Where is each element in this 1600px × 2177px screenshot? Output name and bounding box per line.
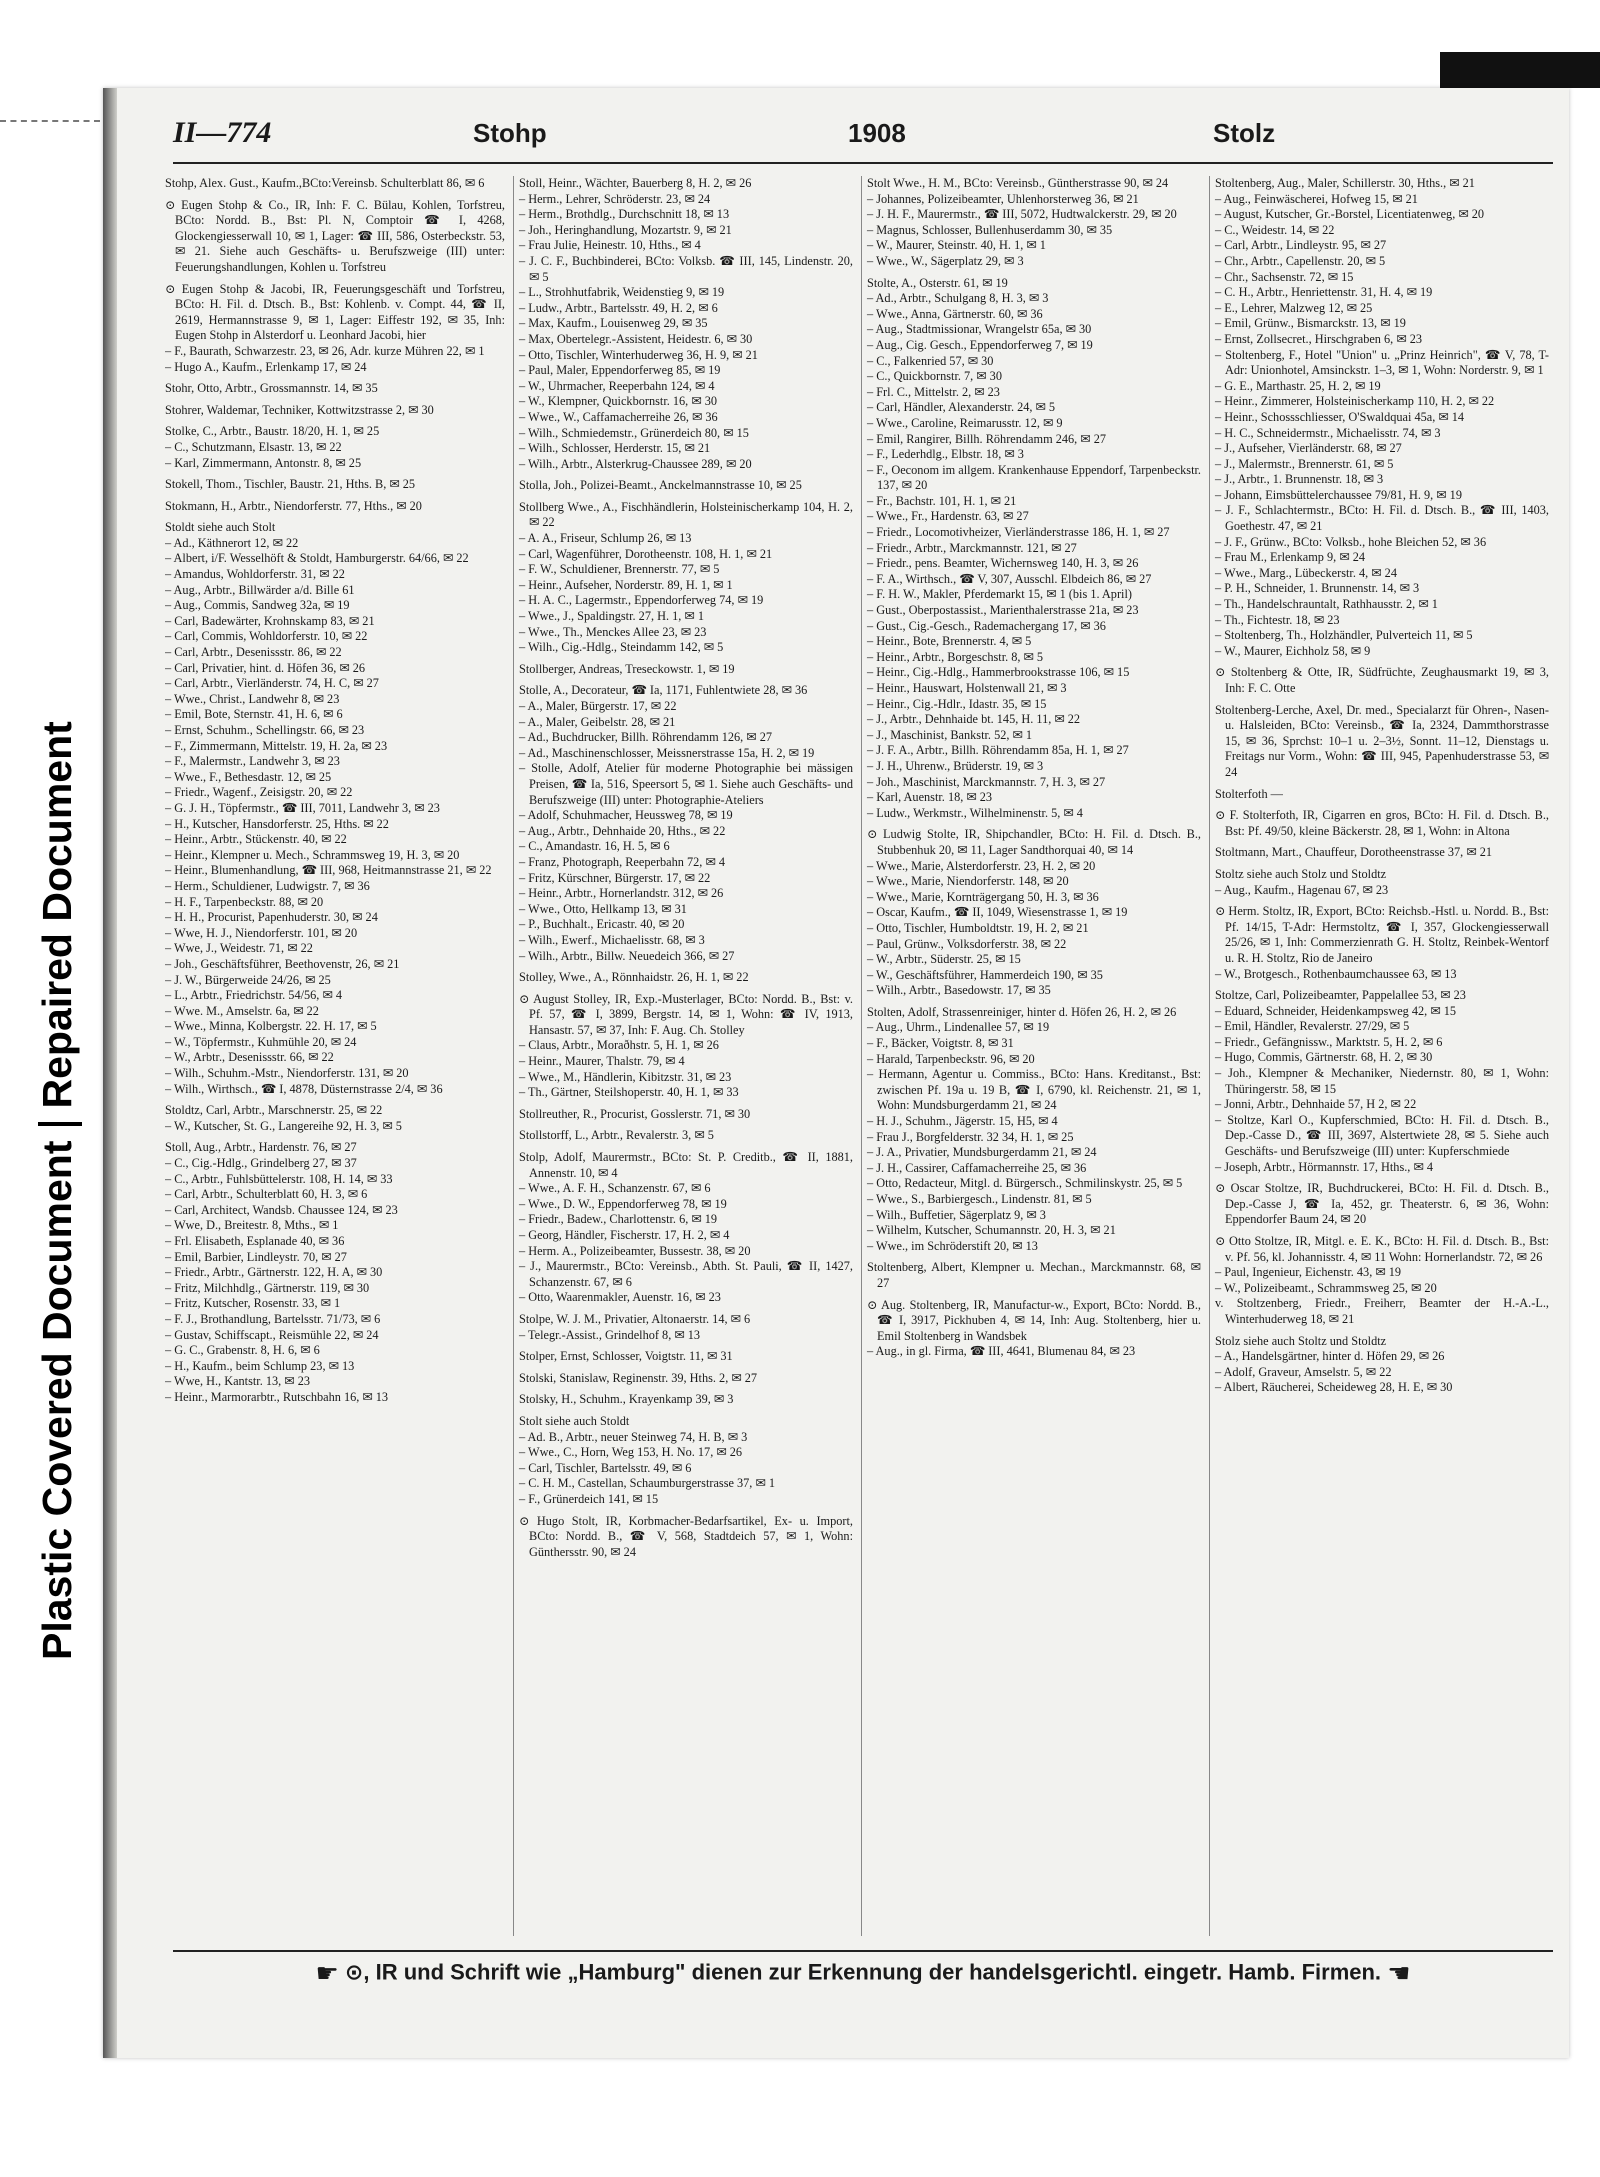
headword-left: Stohp [473, 118, 547, 148]
directory-entry: – Heinr., Maurer, Thalstr. 79, ✉ 4 [519, 1054, 685, 1069]
directory-entry: ⊙ Eugen Stohp & Jacobi, IR, Feuerungsgeschäft und Torfstreu, BCto: H. Fil. d. Dtsch. B., Bst: Kohlenb. v. Compt. 44, ☎ II, 2619, Hermannstrasse 9, ✉ 1, Lager: Eiffestr 192, ✉ 35, Inh: Eugen Stohp in Alsterdorf u. Leonhard Jacobi, hier [165, 281, 505, 343]
directory-entry: – Herm., Schuldiener, Ludwigstr. 7, ✉ 36 [165, 878, 370, 893]
footer-rule [173, 1950, 1553, 1952]
left-margin [0, 0, 110, 2177]
directory-entry: – Heinr., Marmorarbtr., Rutschbahn 16, ✉ 13 [165, 1389, 389, 1404]
page-header [173, 116, 1553, 160]
directory-entry: – Friedr., Locomotivheizer, Vierländerstrasse 186, H. 1, ✉ 27 [867, 525, 1170, 540]
directory-entry: – W., Brotgesch., Rothenbaumchaussee 63, ✉ 13 [1215, 966, 1457, 981]
directory-entry: – W., Arbtr., Süderstr. 25, ✉ 15 [867, 952, 1021, 967]
directory-entry: v. Stoltzenberg, Friedr., Freiherr, Beamter der H.-A.-L., Winterhuderweg 18, ✉ 21 [1215, 1296, 1549, 1326]
directory-entry: – Wwe, H. J., Niendorferstr. 101, ✉ 20 [165, 925, 358, 940]
directory-entry: – Aug., Feinwäscherei, Hofweg 15, ✉ 21 [1215, 191, 1418, 206]
directory-entry: – J., Maurermstr., BCto: Vereinsb., Abth. St. Pauli, ☎ II, 1427, Schanzenstr. 67, ✉ 6 [519, 1259, 853, 1289]
directory-entry: – Carl, Arbtr., Lindleystr. 95, ✉ 27 [1215, 238, 1387, 253]
directory-entry: – F. H. W., Makler, Pferdemarkt 15, ✉ 1 (bis 1. April) [867, 587, 1132, 602]
scanned-page [103, 88, 1569, 2058]
directory-entry: Stolsky, H., Schuhm., Krayenkamp 39, ✉ 3 [519, 1392, 734, 1407]
directory-entry: – Stoltze, Karl O., Kupferschmied, BCto: H. Fil. d. Dtsch. B., Dep.-Casse D., ☎ III, 3697, Alstertwiete 28, ✉ 5. Siehe auch Geschäfts- und Berufszweige (III) unter: Kupferschmiede [1215, 1112, 1549, 1159]
page-footer [173, 1958, 1553, 1998]
directory-entry: – Albert, Räucherei, Scheideweg 28, H. E, ✉ 30 [1215, 1380, 1453, 1395]
directory-entry: – H. A. C., Lagermstr., Eppendorferweg 74, ✉ 19 [519, 593, 764, 608]
directory-entry: ⊙ Otto Stoltze, IR, Mitgl. e. E. K., BCto: H. Fil. d. Dtsch. B., Bst: v. Pf. 56, kl. Johannisstr. 4, ✉ 11 Wohn: Hornerlandstr. 72, ✉ 26 [1215, 1234, 1549, 1264]
directory-entry: – Karl, Auenstr. 18, ✉ 23 [867, 790, 993, 805]
directory-entry: – Heinr., Klempner u. Mech., Schrammsweg 19, H. 3, ✉ 20 [165, 847, 460, 862]
directory-entry: – Wwe, D., Breitestr. 8, Mths., ✉ 1 [165, 1218, 339, 1233]
column-2 [513, 176, 853, 1936]
directory-entry: – Frau Julie, Heinestr. 10, Hths., ✉ 4 [519, 238, 701, 253]
directory-entry: – Friedr., pens. Beamter, Wichernsweg 140, H. 3, ✉ 26 [867, 556, 1139, 571]
directory-entry: Stolper, Ernst, Schlosser, Voigtstr. 11, ✉ 31 [519, 1349, 733, 1364]
directory-entry: – Otto, Redacteur, Mitgl. d. Bürgersch., Schmilinskystr. 25, ✉ 5 [867, 1176, 1183, 1191]
directory-entry: – Aug., Cig. Gesch., Eppendorferweg 7, ✉ 19 [867, 337, 1093, 352]
directory-entry: – P. H., Schneider, 1. Brunnenstr. 14, ✉ 3 [1215, 581, 1420, 596]
directory-entry: – Stoltenberg, Th., Holzhändler, Pulverteich 11, ✉ 5 [1215, 628, 1473, 643]
directory-entry: – Georg, Händler, Fischerstr. 17, H. 2, ✉ 4 [519, 1228, 730, 1242]
directory-entry: ⊙ Ludwig Stolte, IR, Shipchandler, BCto: H. Fil. d. Dtsch. B., Stubbenhuk 20, ✉ 11, Lager Sandthorquai 40, ✉ 14 [867, 827, 1201, 857]
directory-entry: – Heinr., Schossschliesser, O'Swaldquai 45a, ✉ 14 [1215, 409, 1465, 424]
directory-entry: ⊙ Eugen Stohp & Co., IR, Inh: F. C. Bülau, Kohlen, Torfstreu, BCto: Nordd. B., Bst: Pl. N, Comptoir ☎ I, 4268, Glockengiesserwall 10, ✉ 1, Lager: ☎ III, 586, Osterbeckstr. 53, ✉ 21. Siehe auch Geschäfts- u. Berufszweige (III) unter: Feuerungshandlungen, Kohlen u. Torfstreu [165, 197, 505, 274]
directory-entry: – Paul, Grünw., Volksdorferstr. 38, ✉ 22 [867, 936, 1067, 951]
directory-entry: Stolz siehe auch Stoltz und Stoldtz [1215, 1333, 1387, 1348]
directory-entry: – Wilh., Arbtr., Alsterkrug-Chaussee 289, ✉ 20 [519, 456, 752, 471]
directory-entry: – Wilh., Schuhm.-Mstr., Niendorferstr. 131, ✉ 20 [165, 1066, 409, 1081]
directory-entry: – Wwe., Marg., Lübeckerstr. 4, ✉ 24 [1215, 565, 1397, 580]
directory-entry: – Fritz, Kutscher, Rosenstr. 33, ✉ 1 [165, 1296, 341, 1311]
directory-entry: – Aug., Commis, Sandweg 32a, ✉ 19 [165, 598, 350, 613]
directory-entry: – Adolf, Graveur, Amselstr. 5, ✉ 22 [1215, 1364, 1392, 1379]
directory-entry: – Fritz, Milchhdlg., Gärtnerstr. 119, ✉ 30 [165, 1280, 370, 1295]
directory-entry: – Wilh., Schmiedemstr., Grünerdeich 80, ✉ 15 [519, 425, 749, 440]
directory-entry: – Frau M., Erlenkamp 9, ✉ 24 [1215, 550, 1365, 565]
directory-entry: – Th., Fichtestr. 18, ✉ 23 [1215, 612, 1340, 627]
directory-entry: – Frl. Elisabeth, Esplanade 40, ✉ 36 [165, 1234, 345, 1248]
directory-entry: – Wwe., W., Caffamacherreihe 26, ✉ 36 [519, 409, 718, 424]
spine-label [22, 60, 92, 1660]
directory-entry: – F., Zimmermann, Mittelstr. 19, H. 2a, ✉ 23 [165, 738, 388, 753]
directory-entry: – Fr., Bachstr. 101, H. 1, ✉ 21 [867, 493, 1017, 508]
year: 1908 [848, 118, 906, 148]
directory-entry: – F., Bäcker, Voigtstr. 8, ✉ 31 [867, 1036, 1014, 1051]
directory-entry: – Heinr., Arbtr., Borgeschstr. 8, ✉ 5 [867, 649, 1044, 664]
directory-entry: – L., Strohhutfabrik, Weidenstieg 9, ✉ 19 [519, 285, 725, 300]
pointing-hand-left-icon: ☛ [315, 1958, 339, 1988]
directory-entry: – Claus, Arbtr., Moraðhstr. 5, H. 1, ✉ 26 [519, 1038, 719, 1053]
directory-entry: – J. H. F., Maurermstr., ☎ III, 5072, Hudtwalckerstr. 29, ✉ 20 [867, 207, 1177, 222]
directory-entry: – Wwe., Marie, Kornträgergang 50, H. 3, ✉ 36 [867, 889, 1099, 904]
directory-entry: – J. H., Uhrenw., Brüderstr. 19, ✉ 3 [867, 758, 1044, 773]
directory-entry: – J., Arbtr., Dehnhaide bt. 145, H. 11, ✉ 22 [867, 712, 1081, 727]
directory-entry: – Joseph, Arbtr., Hörmannstr. 17, Hths., ✉ 4 [1215, 1159, 1433, 1174]
directory-entry: – E., Lehrer, Malzweg 12, ✉ 25 [1215, 300, 1373, 315]
directory-entry: Stollreuther, R., Procurist, Gosslerstr. 71, ✉ 30 [519, 1106, 751, 1121]
directory-entry: – F. J., Brothandlung, Bartelsstr. 71/73, ✉ 6 [165, 1311, 381, 1326]
directory-entry: ⊙ Hugo Stolt, IR, Korbmacher-Bedarfsartikel, Ex- u. Import, BCto: Nordd. B., ☎ V, 568, Stadtdeich 57, ✉ 1, Wohn: Günthersstr. 90, ✉ 24 [519, 1513, 853, 1559]
directory-entry: – J. A., Privatier, Mundsburgerdamm 21, ✉ 24 [867, 1145, 1097, 1160]
headword-right: Stolz [1213, 118, 1276, 148]
directory-entry: – Herm., Brothdlg., Durchschnitt 18, ✉ 13 [519, 207, 730, 222]
directory-entry: – J. H., Cassirer, Caffamacherreihe 25, ✉ 36 [867, 1160, 1087, 1175]
directory-entry: – Wilh., Buffetier, Sägerplatz 9, ✉ 3 [867, 1207, 1046, 1222]
directory-entry: – Harald, Tarpenbeckstr. 96, ✉ 20 [867, 1051, 1035, 1066]
directory-entry: – W., Polizeibeamt., Schrammsweg 25, ✉ 20 [1215, 1280, 1437, 1295]
directory-entry: – H. C., Schneidermstr., Michaelisstr. 74, ✉ 3 [1215, 425, 1441, 440]
directory-entry: – Wilh., Arbtr., Basedowstr. 17, ✉ 35 [867, 983, 1051, 998]
directory-entry: – Ernst, Schuhm., Schellingstr. 66, ✉ 23 [165, 723, 365, 737]
directory-entry: – Emil, Grünw., Bismarckstr. 13, ✉ 19 [1215, 316, 1406, 331]
directory-entry: – Joh., Klempner & Mechaniker, Niedernstr. 80, ✉ 1, Wohn: Thüringerstr. 58, ✉ 15 [1215, 1066, 1549, 1096]
directory-entry: – Ad., Arbtr., Schulgang 8, H. 3, ✉ 3 [867, 291, 1049, 306]
directory-entry: ⊙ Oscar Stoltze, IR, Buchdruckerei, BCto: H. Fil. d. Dtsch. B., Dep.-Casse J, ☎ Ia, 452, gr. Theaterstr. 6, ✉ 36, Wohn: Eppendorfer Baum 24, ✉ 20 [1215, 1181, 1549, 1227]
directory-entry: Stolski, Stanislaw, Reginenstr. 39, Hths. 2, ✉ 27 [519, 1370, 758, 1385]
directory-entry: – Carl, Tischler, Bartelsstr. 49, ✉ 6 [519, 1460, 692, 1475]
directory-entry: – Carl, Arbtr., Vierländerstr. 74, H. C, ✉ 27 [165, 676, 379, 691]
directory-entry: – Carl, Wagenführer, Dorotheenstr. 108, H. 1, ✉ 21 [519, 546, 773, 561]
directory-entry: Stohrer, Waldemar, Techniker, Kottwitzstrasse 2, ✉ 30 [165, 402, 434, 417]
directory-entry: ⊙ August Stolley, IR, Exp.-Musterlager, BCto: Nordd. B., Bst: v. Pf. 57, ☎ I, 3899, Bergstr. 14, ✉ 1, Wohn: ☎ IV, 1913, Hansastr. 57, ✉ 37, Inh: F. Aug. Ch. Stolley [519, 991, 853, 1037]
directory-entry: – Otto, Tischler, Humboldtstr. 19, H. 2, ✉ 21 [867, 920, 1089, 935]
directory-entry: – J., Malermstr., Brennerstr. 61, ✉ 5 [1215, 456, 1394, 471]
directory-entry: – Ernst, Zollsecret., Hirschgraben 6, ✉ 23 [1215, 331, 1422, 346]
directory-entry: – F., Lederhdlg., Elbstr. 18, ✉ 3 [867, 447, 1024, 462]
directory-entry: – H. F., Tarpenbeckstr. 88, ✉ 20 [165, 894, 324, 909]
directory-entry: – Amandus, Wohldorferstr. 31, ✉ 22 [165, 567, 345, 582]
directory-entry: – Heinr., Cig.-Hdlr., Idastr. 35, ✉ 15 [867, 696, 1047, 711]
directory-entry: – J. F., Schlachtermstr., BCto: H. Fil. d. Dtsch. B., ☎ III, 1403, Goethestr. 47, ✉ 21 [1215, 503, 1549, 534]
directory-entry: – Wwe., Marie, Niendorferstr. 148, ✉ 20 [867, 874, 1069, 889]
directory-entry: Stolp, Adolf, Maurermstr., BCto: St. P. Creditb., ☎ II, 1881, Annenstr. 10, ✉ 4 [519, 1150, 853, 1180]
directory-entry: – G. C., Grabenstr. 8, H. 6, ✉ 6 [165, 1343, 320, 1358]
directory-entry: – Heinr., Bote, Brennerstr. 4, ✉ 5 [867, 634, 1032, 649]
directory-entry: – C. H., Arbtr., Henriettenstr. 31, H. 4, ✉ 19 [1215, 285, 1433, 300]
directory-entry: – Ludw., Werkmstr., Wilhelminenstr. 5, ✉ 4 [867, 805, 1083, 820]
directory-entry: – F., Grünerdeich 141, ✉ 15 [519, 1491, 659, 1506]
directory-entry: – Friedr., Arbtr., Marckmannstr. 121, ✉ 27 [867, 540, 1077, 555]
directory-entry: – Wilh., Arbtr., Billw. Neuedeich 366, ✉ 27 [519, 948, 735, 963]
directory-entry: – Wilh., Wirthsch., ☎ I, 4878, Düsternstrasse 2/4, ✉ 36 [165, 1081, 443, 1096]
directory-entry: – Aug., Stadtmissionar, Wrangelstr 65a, ✉ 30 [867, 322, 1092, 337]
directory-entry: Stolt siehe auch Stoldt [519, 1413, 630, 1428]
spine-label-left: Plastic Covered Document [34, 1140, 80, 1660]
directory-entry: – J. W., Bürgerweide 24/26, ✉ 25 [165, 972, 331, 987]
directory-entry: Stollstorff, L., Arbtr., Revalerstr. 3, ✉ 5 [519, 1128, 714, 1143]
directory-entry: – Chr., Sachsenstr. 72, ✉ 15 [1215, 269, 1354, 284]
directory-entry: – Wwe., Minna, Kolbergstr. 22. H. 17, ✉ 5 [165, 1019, 377, 1034]
directory-entry: – C., Weidestr. 14, ✉ 22 [1215, 222, 1335, 237]
directory-entry: – Gust., Oberpostassist., Marienthalerstrasse 21a, ✉ 23 [867, 603, 1139, 618]
directory-entry: – C., Falkenried 57, ✉ 30 [867, 353, 994, 368]
directory-entry: – Joh., Maschinist, Marckmannstr. 7, H. 3, ✉ 27 [867, 774, 1106, 789]
directory-entry: Stohp, Alex. Gust., Kaufm.,BCto:Vereinsb. Schulterblatt 86, ✉ 6 [165, 176, 485, 190]
column-4 [1209, 176, 1549, 1936]
directory-entry: – Ludw., Arbtr., Bartelsstr. 49, H. 2, ✉ 6 [519, 300, 718, 315]
directory-entry: Stolt Wwe., H. M., BCto: Vereinsb., Güntherstrasse 90, ✉ 24 [867, 176, 1169, 190]
directory-entry: Stollberger, Andreas, Treseckowstr. 1, ✉ 19 [519, 661, 735, 676]
directory-entry: – Fritz, Kürschner, Bürgerstr. 17, ✉ 22 [519, 870, 711, 885]
directory-entry: – Ad., Buchdrucker, Billh. Röhrendamm 126, ✉ 27 [519, 730, 772, 745]
directory-entry: – Heinr., Cig.-Hdlg., Hammerbrookstrasse 106, ✉ 15 [867, 665, 1130, 680]
directory-entry: Stolley, Wwe., A., Rönnhaidstr. 26, H. 1, ✉ 22 [519, 970, 749, 985]
directory-entry: – Herm., Lehrer, Schröderstr. 23, ✉ 24 [519, 191, 711, 206]
spine-label-right: Repaired Document [34, 721, 80, 1109]
directory-entry: – F., Baurath, Schwarzestr. 23, ✉ 26, Adr. kurze Mühren 22, ✉ 1 [165, 343, 485, 358]
directory-entry: – Wwe, H., Kantstr. 13, ✉ 23 [165, 1374, 310, 1389]
directory-entry: – Wwe., A. F. H., Schanzenstr. 67, ✉ 6 [519, 1181, 711, 1196]
directory-entry: – Wwe., F., Bethesdastr. 12, ✉ 25 [165, 769, 332, 784]
directory-entry: Stolla, Joh., Polizei-Beamt., Anckelmannstrasse 10, ✉ 25 [519, 478, 802, 493]
directory-entry: – Jonni, Arbtr., Dehnhaide 57, H 2, ✉ 22 [1215, 1097, 1417, 1112]
directory-entry: – Johannes, Polizeibeamter, Uhlenhorsterweg 36, ✉ 21 [867, 191, 1139, 206]
directory-entry: – Wwe., Th., Menckes Allee 23, ✉ 23 [519, 624, 707, 639]
directory-entry: – L., Arbtr., Friedrichstr. 54/56, ✉ 4 [165, 988, 342, 1003]
directory-entry: – Wwe., Christ., Landwehr 8, ✉ 23 [165, 691, 340, 706]
directory-entry: – C., Schutzmann, Elsastr. 13, ✉ 22 [165, 439, 342, 454]
directory-entry: – Karl, Zimmermann, Antonstr. 8, ✉ 25 [165, 455, 362, 470]
directory-entry: – Wwe., Otto, Hellkamp 13, ✉ 31 [519, 901, 687, 916]
directory-entry: – A., Handelsgärtner, hinter d. Höfen 29, ✉ 26 [1215, 1349, 1445, 1364]
directory-entry: – G. E., Marthastr. 25, H. 2, ✉ 19 [1215, 378, 1381, 393]
directory-entry: – Carl, Commis, Wohldorferstr. 10, ✉ 22 [165, 629, 368, 644]
directory-entry: – Chr., Arbtr., Capellenstr. 20, ✉ 5 [1215, 253, 1386, 268]
directory-entry: – August, Kutscher, Gr.-Borstel, Licentiatenweg, ✉ 20 [1215, 207, 1485, 222]
directory-entry: – Gustav, Schiffscapt., Reismühle 22, ✉ 24 [165, 1327, 379, 1342]
page-binding-edge [103, 88, 117, 2058]
directory-entry: – J. F. A., Arbtr., Billh. Röhrendamm 85a, H. 1, ✉ 27 [867, 743, 1129, 758]
directory-entry: – C., Amandastr. 16, H. 5, ✉ 6 [519, 839, 670, 854]
directory-entry: – P., Buchhalt., Ericastr. 40, ✉ 20 [519, 917, 685, 932]
directory-entry: Stolpe, W. J. M., Privatier, Altonaerstr. 14, ✉ 6 [519, 1311, 751, 1326]
directory-entry: – Herm. A., Polizeibeamter, Bussestr. 38, ✉ 20 [519, 1243, 751, 1258]
directory-entry: – Wwe., im Schröderstift 20, ✉ 13 [867, 1238, 1038, 1253]
directory-entry: Stolte, A., Osterstr. 61, ✉ 19 [867, 275, 1008, 290]
directory-entry: ⊙ Stoltenberg & Otte, IR, Südfrüchte, Zeughausmarkt 19, ✉ 3, Inh: F. C. Otte [1215, 665, 1549, 695]
directory-entry: – Aug., Kaufm., Hagenau 67, ✉ 23 [1215, 882, 1389, 897]
directory-entry: – W., Geschäftsführer, Hammerdeich 190, ✉ 35 [867, 967, 1103, 982]
directory-entry: Stokmann, H., Arbtr., Niendorferstr. 77, Hths., ✉ 20 [165, 498, 422, 513]
directory-entry: – Hermann, Agentur u. Commiss., BCto: Hans. Kreditanst., Bst: zwischen Pf. 19a u. 19 B, ☎ I, 6790, kl. Reichenstr. 21, ✉ 1, Wohn: Mundsburgerdamm 21, ✉ 24 [867, 1067, 1201, 1113]
directory-entry: – Wilh., Schlosser, Herderstr. 15, ✉ 21 [519, 441, 711, 456]
directory-entry: Stolterfoth — [1215, 786, 1283, 801]
directory-entry: – Johann, Eimsbüttelerchaussee 79/81, H. 9, ✉ 19 [1215, 487, 1462, 502]
directory-entry: – Carl, Arbtr., Desenissstr. 86, ✉ 22 [165, 645, 342, 660]
directory-entry: – Wwe., M., Händlerin, Kibitzstr. 31, ✉ 23 [519, 1069, 732, 1084]
directory-entry: Stoltenberg, Albert, Klempner u. Mechan., Marckmannstr. 68, ✉ 27 [867, 1260, 1201, 1290]
column-3 [861, 176, 1201, 1936]
directory-entry: – Heinr., Blumenhandlung, ☎ III, 968, Heitmannstrasse 21, ✉ 22 [165, 863, 492, 878]
directory-entry: – Gust., Cig.-Gesch., Rademachergang 17, ✉ 36 [867, 618, 1106, 633]
directory-entry: – Franz, Photograph, Reeperbahn 72, ✉ 4 [519, 854, 725, 869]
directory-entry: – Frl. C., Mittelstr. 2, ✉ 23 [867, 384, 1000, 399]
directory-entry: – Aug., Uhrm., Lindenallee 57, ✉ 19 [867, 1020, 1050, 1035]
directory-entry: – F. A., Wirthsch., ☎ V, 307, Ausschl. Elbdeich 86, ✉ 27 [867, 571, 1152, 586]
pointing-hand-right-icon: ☚ [1387, 1958, 1411, 1988]
directory-entry: Stoll, Heinr., Wächter, Bauerberg 8, H. 2, ✉ 26 [519, 176, 752, 190]
directory-entry: Stoltmann, Mart., Chauffeur, Dorotheenstrasse 37, ✉ 21 [1215, 845, 1492, 860]
directory-entry: – W., Klempner, Quickbornstr. 16, ✉ 30 [519, 394, 718, 409]
directory-entry: – F., Oeconom im allgem. Krankenhause Eppendorf, Tarpenbeckstr. 137, ✉ 20 [867, 462, 1201, 493]
directory-entry: Stolke, C., Arbtr., Baustr. 18/20, H. 1, ✉ 25 [165, 424, 380, 439]
directory-entry: – Aug., in gl. Firma, ☎ III, 4641, Blumenau 84, ✉ 23 [867, 1344, 1136, 1359]
directory-entry: – W., Töpfermstr., Kuhmühle 20, ✉ 24 [165, 1034, 357, 1049]
directory-entry: – Joh., Heringhandlung, Mozartstr. 9, ✉ 21 [519, 222, 732, 237]
directory-entry: Stokell, Thom., Tischler, Baustr. 21, Hths. B, ✉ 25 [165, 477, 416, 492]
directory-entry: – C., Quickbornstr. 7, ✉ 30 [867, 369, 1002, 384]
directory-entry: Stoll, Aug., Arbtr., Hardenstr. 76, ✉ 27 [165, 1140, 357, 1155]
directory-entry: – Heinr., Zimmerer, Holsteinischerkamp 110, H. 2, ✉ 22 [1215, 394, 1495, 409]
header-rule [173, 162, 1553, 164]
directory-entry: – Heinr., Aufseher, Norderstr. 89, H. 1, ✉ 1 [519, 577, 733, 592]
directory-entry: – Carl, Architect, Wandsb. Chaussee 124, ✉ 23 [165, 1202, 398, 1217]
directory-entry: – Friedr., Arbtr., Gärtnerstr. 122, H. A, ✉ 30 [165, 1265, 383, 1280]
directory-entry: – C., Arbtr., Fuhlsbüttelerstr. 108, H. 14, ✉ 33 [165, 1171, 393, 1186]
directory-entry: – Th., Handelschrauntalt, Rathhausstr. 2, ✉ 1 [1215, 597, 1438, 612]
page-number: II—774 [173, 116, 272, 149]
directory-entry: – Aug., Arbtr., Billwärder a/d. Bille 61 [165, 582, 355, 597]
directory-entry: – C., Cig.-Hdlg., Grindelberg 27, ✉ 37 [165, 1156, 357, 1171]
directory-entry: Stoltenberg, Aug., Maler, Schillerstr. 30, Hths., ✉ 21 [1215, 176, 1475, 190]
directory-entry: – Otto, Waarenmakler, Auenstr. 16, ✉ 23 [519, 1290, 721, 1305]
directory-entry: – Heinr., Arbtr., Stückenstr. 40, ✉ 22 [165, 832, 347, 847]
directory-entry: Stoldt siehe auch Stolt [165, 520, 276, 535]
directory-entry: – Wwe., S., Barbiergesch., Lindenstr. 81, ✉ 5 [867, 1192, 1092, 1206]
directory-entry: – Carl, Arbtr., Schulterblatt 60, H. 3, ✉ 6 [165, 1187, 368, 1202]
directory-entry: – Aug., Arbtr., Dehnhaide 20, Hths., ✉ 22 [519, 823, 726, 838]
directory-entry: – Carl, Privatier, hint. d. Höfen 36, ✉ 26 [165, 660, 366, 675]
directory-entry: Stoltze, Carl, Polizeibeamter, Pappelallee 53, ✉ 23 [1215, 988, 1466, 1003]
directory-entry: – Magnus, Schlosser, Bullenhuserdamm 30, ✉ 35 [867, 222, 1113, 237]
directory-entry: – Adolf, Schuhmacher, Heussweg 78, ✉ 19 [519, 808, 733, 823]
column-1 [165, 176, 505, 1936]
directory-entry: – Frau J., Borgfelderstr. 32 34, H. 1, ✉ 25 [867, 1129, 1074, 1144]
directory-entry: – H., Kutscher, Hansdorferstr. 25, Hths. ✉ 22 [165, 816, 389, 831]
directory-entry: – Ad., Maschinenschlosser, Meissnerstrasse 15a, H. 2, ✉ 19 [519, 745, 815, 760]
directory-entry: – Stoltenberg, F., Hotel "Union" u. „Prinz Heinrich", ☎ V, 78, T-Adr: Unionhotel, Amsinckstr. 1–3, ✉ 1, Wohn: Norderstr. 9, ✉ 1 [1215, 347, 1549, 378]
directory-entry: ⊙ F. Stolterfoth, IR, Cigarren en gros, BCto: H. Fil. d. Dtsch. B., Bst: Pf. 49/50, kleine Bäckerstr. 28, ✉ 1, Wohn: in Altona [1215, 808, 1549, 838]
directory-entry: – Wwe., J., Spaldingstr. 27, H. 1, ✉ 1 [519, 609, 704, 624]
scan-edge-tab [1440, 52, 1600, 88]
directory-entry: – Wilhelm, Kutscher, Schumannstr. 20, H. 3, ✉ 21 [867, 1223, 1116, 1238]
directory-entry: ⊙ Herm. Stoltz, IR, Export, BCto: Reichsb.-Hstl. u. Nordd. B., Bst: Pf. 14/15, T-Adr: Hermstoltz, ☎ I, 357, Glockengiesserwall 25/26, ✉ 1, Inh: Commerzienrath G. H. Stoltz, Reinbek-Wentorf u. R. H. Stoltz, Rio de Janeiro [1215, 904, 1549, 965]
directory-entry: – Ad. B., Arbtr., neuer Steinweg 74, H. B, ✉ 3 [519, 1429, 748, 1444]
directory-entry: – C. H. M., Castellan, Schaumburgerstrasse 37, ✉ 1 [519, 1476, 775, 1491]
directory-entry: – F., Malermstr., Landwehr 3, ✉ 23 [165, 754, 340, 769]
directory-entry: – Oscar, Kaufm., ☎ II, 1049, Wiesenstrasse 1, ✉ 19 [867, 905, 1128, 920]
directory-entry: – Stolle, Adolf, Atelier für moderne Photographie bei mässigen Preisen, ☎ Ia, 516, Speersort 5, ✉ 1. Siehe auch Geschäfts- und Berufszweige (III) unter: Photographie-Ateliers [519, 761, 853, 807]
directory-entry: – Paul, Maler, Eppendorferweg 85, ✉ 19 [519, 363, 721, 378]
directory-entry: – G. J. H., Töpfermstr., ☎ III, 7011, Landwehr 3, ✉ 23 [165, 800, 440, 815]
directory-entry: – Emil, Rangirer, Billh. Röhrendamm 246, ✉ 27 [867, 431, 1106, 446]
directory-entry: Stolten, Adolf, Strassenreiniger, hinter d. Höfen 26, H. 2, ✉ 26 [867, 1004, 1177, 1019]
directory-entry: – A., Maler, Bürgerstr. 17, ✉ 22 [519, 699, 677, 713]
directory-entry: – Friedr., Gefängnissw., Marktstr. 5, H. 2, ✉ 6 [1215, 1034, 1443, 1049]
directory-entry: – Th., Gärtner, Steilshoperstr. 40, H. 1, ✉ 33 [519, 1085, 739, 1100]
directory-entry: – H. H., Procurist, Papenhuderstr. 30, ✉ 24 [165, 910, 378, 925]
directory-entry: – Wilh., Cig.-Hdlg., Steindamm 142, ✉ 5 [519, 640, 724, 655]
directory-entry: – Albert, i/F. Wesselhöft & Stoldt, Hamburgerstr. 64/66, ✉ 22 [165, 551, 469, 566]
directory-entry: – Wwe., Caroline, Reimarusstr. 12, ✉ 9 [867, 415, 1063, 430]
directory-entry: Stoldtz, Carl, Arbtr., Marschnerstr. 25, ✉ 22 [165, 1103, 383, 1118]
spine-separator [38, 1123, 82, 1127]
directory-entry: – W., Kutscher, St. G., Langereihe 92, H. 3, ✉ 5 [165, 1118, 402, 1133]
directory-entry: – Max, Kaufm., Louisenweg 29, ✉ 35 [519, 316, 708, 331]
directory-entry: – Heinr., Hauswart, Holstenwall 21, ✉ 3 [867, 681, 1067, 695]
directory-entry: – Hugo A., Kaufm., Erlenkamp 17, ✉ 24 [165, 359, 367, 374]
directory-entry: – Eduard, Schneider, Heidenkampsweg 42, ✉ 15 [1215, 1003, 1457, 1018]
directory-entry: – W., Uhrmacher, Reeperbahn 124, ✉ 4 [519, 378, 715, 393]
footer-text: ⊙, IR und Schrift wie „Hamburg" dienen zur Erkennung der handelsgerichtl. eingetr. Hamb. Firmen. [344, 1959, 1382, 1985]
directory-entry: Stoltz siehe auch Stolz und Stoldtz [1215, 866, 1387, 881]
directory-entry: – Ad., Käthnerort 12, ✉ 22 [165, 535, 299, 550]
directory-entry: – Emil, Händler, Revalerstr. 27/29, ✉ 5 [1215, 1019, 1410, 1034]
directory-entry: – Otto, Tischler, Winterhuderweg 36, H. 9, ✉ 21 [519, 347, 758, 362]
directory-entry: – Wilh., Ewerf., Michaelisstr. 68, ✉ 3 [519, 932, 705, 947]
directory-entry: – A. A., Friseur, Schlump 26, ✉ 13 [519, 531, 692, 546]
directory-entry: – J., Aufseher, Vierländerstr. 68, ✉ 27 [1215, 441, 1402, 456]
directory-entry: – J., Arbtr., 1. Brunnenstr. 18, ✉ 3 [1215, 472, 1384, 487]
directory-entry: Stohr, Otto, Arbtr., Grossmannstr. 14, ✉ 35 [165, 381, 378, 396]
directory-entry: Stolle, A., Decorateur, ☎ Ia, 1171, Fuhlentwiete 28, ✉ 36 [519, 683, 808, 698]
directory-entry: – Wwe. M., Amselstr. 6a, ✉ 22 [165, 1003, 319, 1018]
directory-entry: – Wwe., W., Sägerplatz 29, ✉ 3 [867, 253, 1024, 268]
directory-columns [165, 176, 1565, 1936]
directory-entry: – W., Arbtr., Desenissstr. 66, ✉ 22 [165, 1050, 334, 1065]
directory-entry: Stollberg Wwe., A., Fischhändlerin, Holsteinischerkamp 104, H. 2, ✉ 22 [519, 499, 853, 530]
directory-entry: – Wwe., Anna, Gärtnerstr. 60, ✉ 36 [867, 306, 1043, 321]
directory-entry: – Wwe., Marie, Alsterdorferstr. 23, H. 2, ✉ 20 [867, 858, 1096, 873]
directory-entry: – J. C. F., Buchbinderei, BCto: Volksb. ☎ III, 145, Lindenstr. 20, ✉ 5 [519, 253, 853, 284]
directory-entry: – Telegr.-Assist., Grindelhof 8, ✉ 13 [519, 1327, 701, 1342]
directory-entry: – Carl, Badewärter, Krohnskamp 83, ✉ 21 [165, 613, 375, 628]
directory-entry: – Heinr., Arbtr., Hornerlandstr. 312, ✉ 26 [519, 886, 724, 901]
directory-entry: – Paul, Ingenieur, Eichenstr. 43, ✉ 19 [1215, 1265, 1402, 1280]
directory-entry: – Friedr., Wagenf., Zeisigstr. 20, ✉ 22 [165, 785, 353, 800]
directory-entry: – Wwe., C., Horn, Weg 153, H. No. 17, ✉ 26 [519, 1445, 743, 1460]
directory-entry: – A., Maler, Geibelstr. 28, ✉ 21 [519, 714, 676, 729]
directory-entry: – W., Maurer, Eichholz 58, ✉ 9 [1215, 643, 1371, 658]
directory-entry: – Joh., Geschäftsführer, Beethovenstr, 26, ✉ 21 [165, 956, 400, 971]
directory-entry: Stoltenberg-Lerche, Axel, Dr. med., Specialarzt für Ohren-, Nasen- u. Halsleiden, BCto: Vereinsb., ☎ Ia, 2324, Dammthorstrasse 15, ✉ 36, Sprchst: 10–1 u. 2–3½, Sonnt. 11–12, Dienstags u. Freitags nur Vorm., Wohn: ☎ III, 945, Papenhuderstrasse 53, ✉ 24 [1215, 702, 1549, 779]
directory-entry: – Carl, Händler, Alexanderstr. 24, ✉ 5 [867, 400, 1056, 415]
directory-entry: – Emil, Barbier, Lindleystr. 70, ✉ 27 [165, 1249, 347, 1264]
directory-entry: – W., Maurer, Steinstr. 40, H. 1, ✉ 1 [867, 238, 1046, 253]
directory-entry: – Hugo, Commis, Gärtnerstr. 68, H. 2, ✉ 30 [1215, 1050, 1433, 1065]
directory-entry: – Emil, Bote, Sternstr. 41, H. 6, ✉ 6 [165, 707, 343, 722]
directory-entry: – Wwe, J., Weidestr. 71, ✉ 22 [165, 941, 313, 956]
directory-entry: – F. W., Schuldiener, Brennerstr. 77, ✉ 5 [519, 562, 720, 577]
directory-entry: – Wwe., Fr., Hardenstr. 63, ✉ 27 [867, 509, 1029, 524]
directory-entry: – J., Maschinist, Bankstr. 52, ✉ 1 [867, 727, 1033, 742]
directory-entry: – J. F., Grünw., BCto: Volksb., hohe Bleichen 52, ✉ 36 [1215, 534, 1487, 549]
directory-entry: – H., Kaufm., beim Schlump 23, ✉ 13 [165, 1358, 355, 1373]
directory-entry: – Max, Obertelegr.-Assistent, Heidestr. 6, ✉ 30 [519, 331, 753, 346]
directory-entry: – H. J., Schuhm., Jägerstr. 15, H5, ✉ 4 [867, 1114, 1058, 1129]
directory-entry: ⊙ Aug. Stoltenberg, IR, Manufactur-w., Export, BCto: Nordd. B., ☎ I, 3917, Pickhuben 4, ✉ 14, Inh: Aug. Stoltenberg, hier u. Emil Stoltenberg in Wandsbek [867, 1297, 1201, 1343]
directory-entry: – Friedr., Badew., Charlottenstr. 6, ✉ 19 [519, 1212, 718, 1227]
directory-entry: – Wwe., D. W., Eppendorferweg 78, ✉ 19 [519, 1196, 727, 1211]
